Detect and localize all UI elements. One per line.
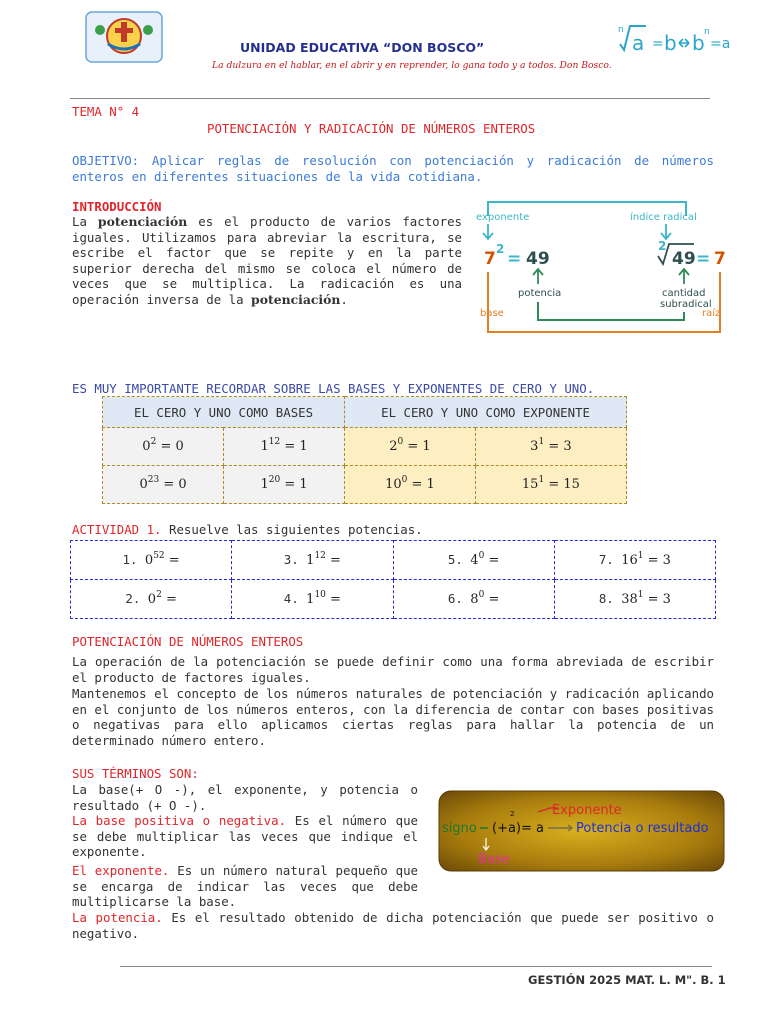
terms-exponent — [72, 863, 418, 910]
label-subradical: subradical — [660, 299, 712, 310]
school-logo — [84, 10, 164, 64]
col-header-bases: EL CERO Y UNO COMO BASES — [103, 397, 345, 428]
intro-bold-potenciacion-2: potenciación — [251, 291, 341, 307]
table-cell: $2^0 = 1$ — [345, 428, 476, 466]
terms-power — [72, 910, 714, 941]
header-divider — [70, 98, 710, 99]
activity-table — [70, 540, 716, 619]
box-formula: (+a)= a — [492, 821, 544, 836]
svg-text:=a: =a — [710, 36, 730, 52]
intro-paragraph — [72, 214, 462, 308]
diagram-root-index: 2 — [658, 239, 667, 253]
intro-text-b: es el producto de varios factores iguales. Utilizamos para abreviar la escritura, se escribe el factor que se repite y en la parte superior derecha del mismo se coloca el número de veces que se multiplica. La radicación es una operación inversa de la — [72, 214, 462, 307]
label-base: base — [480, 308, 504, 319]
svg-text:b: b — [692, 31, 705, 55]
box-exponente: Exponente — [552, 803, 622, 818]
power-root-diagram — [474, 190, 726, 336]
intro-heading: INTRODUCCIÓN — [72, 199, 162, 214]
footer-text: GESTIÓN 2025 MAT. L. M". B. 1 — [528, 973, 726, 987]
activity-text: Resuelve las siguientes potencias. — [169, 522, 423, 537]
term-base-text: Es el número que se debe multiplicar las veces que indique el exponente. — [72, 813, 418, 860]
objective-label: OBJETIVO: — [72, 153, 140, 168]
intro-text-end: . — [340, 291, 348, 307]
root-power-formula-icon — [614, 20, 730, 62]
integers-paragraph-1: La operación de la potenciación se puede definir como una forma abreviada de escribir el producto de factores iguales. — [72, 654, 714, 685]
topic-number: TEMA N° 4 — [72, 104, 140, 119]
table-cell: $10^0 = 1$ — [345, 466, 476, 504]
arrow-down-icon — [483, 224, 493, 239]
exercise-cell: 4. $1^{10}$ = — [232, 580, 393, 619]
table-cell: $1^{20} = 1$ — [224, 466, 345, 504]
svg-text:a: a — [632, 31, 645, 55]
terms-intro: La base(+ O -), el exponente, y potencia o resultado (+ O -). — [72, 782, 418, 813]
terms-base — [72, 813, 418, 860]
svg-text:n: n — [618, 25, 624, 35]
intro-text-a: La — [72, 214, 98, 229]
exercise-cell: 1. $0^{52}$ = — [71, 541, 232, 580]
svg-text:b: b — [664, 31, 677, 55]
term-exp-text: Es un número natural pequeño que se encarga de indicar las veces que debe multiplicarse la base. — [72, 863, 418, 910]
objective-text: Aplicar reglas de resolución con potenciación y radicación de números enteros en diferentes situaciones de la vida cotidiana. — [72, 153, 714, 184]
bases-exponents-table — [102, 396, 627, 504]
table-cell: $0^{23} = 0$ — [103, 466, 224, 504]
activity-heading — [72, 522, 423, 537]
integers-paragraph-2: Mantenemos el concepto de los números naturales de potenciación y radicación aplicando en el conjunto de los números enteros, con la diferencia de contar con bases positivas o negativas para ello aplicamos ciertas reglas para hallar la potencia de un determinado número entero. — [72, 686, 714, 748]
activity-label: ACTIVIDAD 1. — [72, 522, 162, 537]
label-exponente: exponente — [476, 212, 530, 223]
table-row — [103, 428, 627, 466]
table-row — [71, 580, 716, 619]
exercise-cell: 5. $4^0$ = — [393, 541, 554, 580]
exercise-cell: 2. $0^2$ = — [71, 580, 232, 619]
table-cell: $3^1 = 3$ — [475, 428, 626, 466]
topic-title: POTENCIACIÓN Y RADICACIÓN DE NÚMEROS ENTEROS — [207, 121, 536, 136]
school-name: UNIDAD EDUCATIVA “DON BOSCO” — [240, 40, 485, 55]
diagram-root: 7 — [714, 249, 726, 269]
box-exp-small: 2 — [510, 810, 515, 818]
term-base-label: La base positiva o negativa. — [72, 813, 287, 828]
terms-heading: SUS TÉRMINOS SON: — [72, 766, 199, 781]
term-exp-label: El exponente. — [72, 863, 170, 878]
diagram-equals: = — [507, 249, 522, 269]
intro-bold-potenciacion: potenciación — [97, 214, 188, 229]
diagram-base-number: 7 — [484, 249, 496, 269]
box-signo: signo — [442, 821, 477, 836]
diagram-equals-2: = — [696, 249, 711, 269]
exercise-cell: 3. $1^{12}$ = — [232, 541, 393, 580]
school-motto: La dulzura en el hablar, en el abrir y en reprender, lo gana todo y a todos. Don Bosco. — [212, 60, 612, 71]
objective — [72, 153, 714, 184]
term-pot-label: La potencia. — [72, 910, 163, 925]
exercise-cell: 6. $8^0$ = — [393, 580, 554, 619]
diagram-exponent: 2 — [496, 242, 505, 256]
table-row — [103, 466, 627, 504]
integers-heading: POTENCIACIÓN DE NÚMEROS ENTEROS — [72, 634, 304, 649]
term-pot-text: Es el resultado obtenido de dicha potenciación que puede ser positivo o negativo. — [72, 910, 714, 941]
box-base: Base — [478, 852, 510, 867]
label-indice: índice radical — [630, 212, 697, 223]
diagram-result: 49 — [526, 249, 550, 269]
label-potencia: potencia — [518, 288, 562, 299]
footer-divider — [120, 966, 712, 967]
label-cantidad: cantidad — [662, 288, 706, 299]
arrow-up-icon — [533, 269, 543, 284]
svg-text:=: = — [652, 36, 664, 52]
table-cell: $0^2 = 0$ — [103, 428, 224, 466]
terms-illustration — [438, 790, 725, 872]
exercise-cell: 8. $38^1 = 3$ — [554, 580, 715, 619]
arrow-up-icon — [679, 269, 689, 284]
table-cell: $1^{12} = 1$ — [224, 428, 345, 466]
diagram-radicand: 49 — [672, 249, 696, 269]
label-raiz: raíz — [702, 308, 721, 319]
col-header-exponents: EL CERO Y UNO COMO EXPONENTE — [345, 397, 627, 428]
table-cell: $15^1 = 15$ — [475, 466, 626, 504]
arrow-down-icon — [661, 224, 671, 239]
box-potencia: Potencia o resultado — [576, 821, 709, 836]
svg-text:n: n — [704, 27, 710, 37]
exercise-cell: 7. $16^1 = 3$ — [554, 541, 715, 580]
important-heading: ES MUY IMPORTANTE RECORDAR SOBRE LAS BASES Y EXPONENTES DE CERO Y UNO. — [72, 381, 595, 396]
table-row — [71, 541, 716, 580]
